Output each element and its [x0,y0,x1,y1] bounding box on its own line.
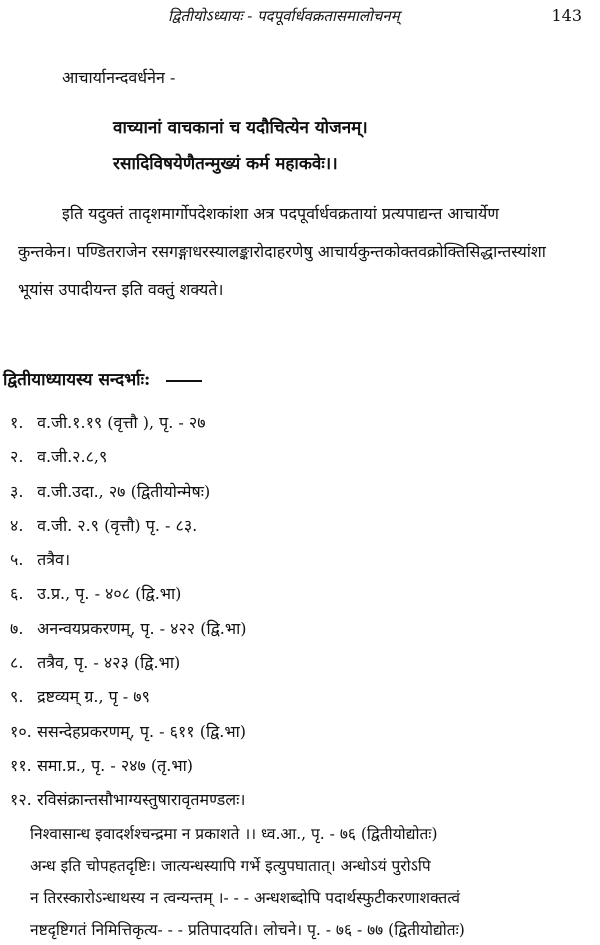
verse-line-2: रसादिविषयेणैतन्मुख्यं कर्म महाकवेः।। [113,154,338,174]
reference-item: ८. तत्रैव, पृ. - ४२३ (द्वि.भा) [10,653,181,672]
reference-continuation-line: न तिरस्कारोऽन्धाथस्य न त्वन्यन्तम् ।- - - अन्धशब्दोपि पदार्थस्फुटीकरणाशक्तत्वं [30,889,460,907]
reference-continuation-line: नष्टदृष्टिगतं निमित्तिकृत्य- - - प्रतिपादयति। लोचने। पृ. - ७६ - ७७ (द्वितीयोद्योतः) [30,921,465,939]
reference-item: १०. ससन्देहप्रकरणम्, पृ. - ६११ (द्वि.भा) [10,722,247,741]
page-number: 143 [551,6,582,25]
section-heading: द्वितीयाध्यायस्य सन्दर्भाः: [3,367,202,390]
reference-item: ६. उ.प्र., पृ. - ४०८ (द्वि.भा) [10,584,182,603]
reference-item: ९. द्रष्टव्यम् ग्र., पृ - ७९ [10,687,150,706]
paragraph-line-2: कुन्तकेन। पण्डितराजेन रसगङ्गाधरस्यालङ्कारोदाहरणेषु आचार्यकुन्तकोक्तवक्रोक्तिसिद्धान्तस्यांशा [18,242,546,261]
running-head: द्वितीयोऽध्यायः - पदपूर्वार्धवक्रतासमालोचनम् [168,7,400,25]
section-heading-text: द्वितीयाध्यायस्य सन्दर्भाः [3,370,145,390]
reference-item: ७. अनन्वयप्रकरणम्, पृ. - ४२२ (द्वि.भा) [10,619,247,638]
reference-continuation-line: अन्ध इति चोपहतदृष्टिः। जात्यन्धस्यापि गर्भे इत्युपघातात्। अन्धोऽयं पुरोऽपि [30,857,431,875]
reference-item: ३. व.जी.उदा., २७ (द्वितीयोन्मेषः) [10,482,211,501]
attribution-line: आचार्यानन्दवर्धनेन - [62,68,176,87]
paragraph-line-1: इति यदुक्तं तादृशमार्गोपदेशकांशा अत्र पदपूर्वार्धवक्रतायां प्रत्यपाद्यन्त आचार्येण [62,204,499,223]
reference-continuation-line: निश्वासान्ध इवादर्शश्चन्द्रमा न प्रकाशते ।। ध्व.आ., पृ. - ७६ (द्वितीयोद्योतः) [30,825,438,843]
verse-line-1: वाच्यानां वाचकानां च यदौचित्येन योजनम्। [113,118,368,138]
reference-item: ११. समा.प्र., पृ. - २४७ (तृ.भा) [10,756,193,775]
paragraph-line-3: भूयांस उपादीयन्त इति वक्तुं शक्यते। [18,280,224,299]
reference-item: १. व.जी.१.१९ (वृत्तौ ), पृ. - २७ [10,413,206,432]
reference-item: ५. तत्रैव। [10,550,71,569]
reference-item: ४. व.जी. २.९ (वृत्तौ) पृ. - ८३. [10,516,198,535]
body-paragraph [18,195,598,309]
reference-item: १२. रविसंक्रान्तसौभाग्यस्तुषारावृतमण्डलः। [10,790,246,809]
reference-item: २. व.जी.२.८,९ [10,447,108,466]
page-header [0,4,600,26]
heading-dash [166,380,202,382]
